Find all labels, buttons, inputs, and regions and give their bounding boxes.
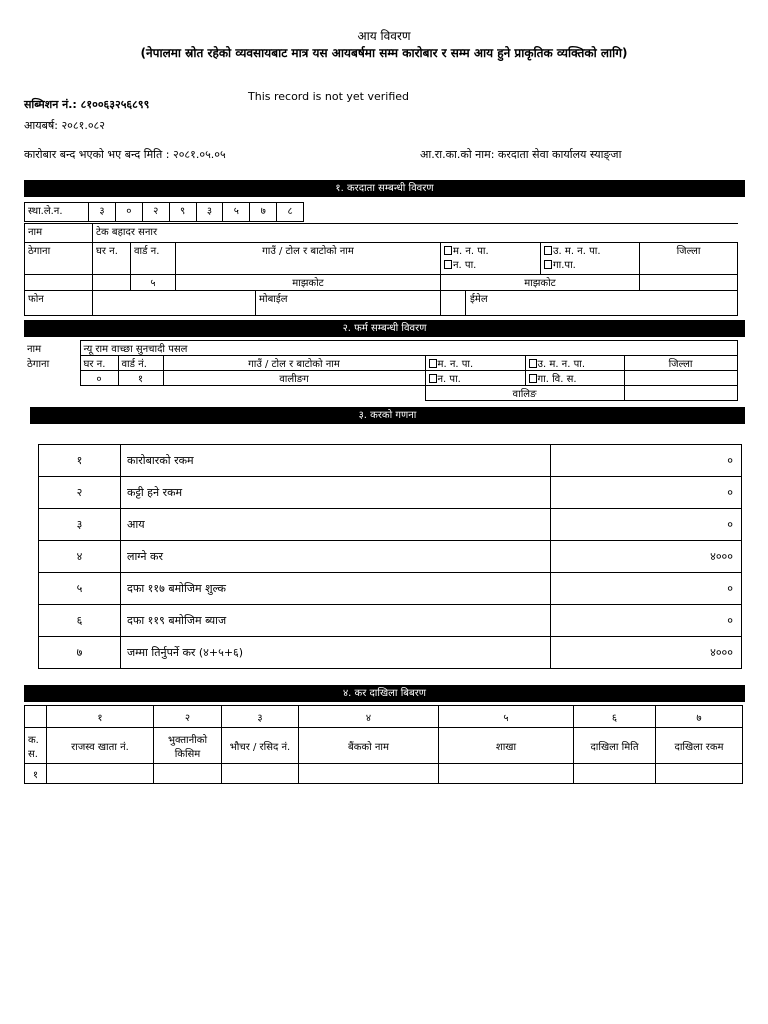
firm-street-label: गाउँ / टोल र बाटोको नाम [163, 356, 425, 371]
voucher-number-header: भौचर / रसिद नं. [222, 728, 299, 764]
checkbox-icon [529, 374, 537, 383]
calc-row [39, 445, 742, 477]
column-number: ६ [574, 706, 656, 728]
page-subtitle: (नेपालमा स्रोत रहेको व्यवसायबाट मात्र यस आयबर्षमा सम्म कारोबार र सम्म आय हुने प्राकृतिक व्यक्तिको लागि) [140, 46, 628, 60]
pan-digit: ८ [277, 203, 304, 222]
checkbox-icon [544, 246, 552, 255]
calc-row-value: ० [551, 573, 742, 605]
verify-note: This record is not yet verified [248, 90, 410, 103]
section-2-header: २. फर्म सम्बन्धी विवरण [24, 320, 745, 337]
pan-label: स्था.ले.न. [25, 203, 89, 222]
calc-row-number: ४ [39, 541, 121, 573]
checkbox-icon [444, 246, 452, 255]
firm-ward-label: वार्ड नं. [118, 356, 163, 371]
calc-row-label: जम्मा तिर्नुपर्ने कर (४+५+६) [121, 637, 551, 669]
pan-digit: ३ [89, 203, 116, 222]
calc-row-number: ७ [39, 637, 121, 669]
firm-name-value: न्यू राम वाच्छा सुनचादी पसल [80, 341, 737, 356]
taxpayer-table [24, 223, 738, 316]
column-number: २ [154, 706, 222, 728]
address-label: ठेगाना [25, 243, 93, 275]
calc-row-value: ० [551, 477, 742, 509]
mobile-label: मोबाईल [256, 291, 441, 316]
calc-row-value: ० [551, 605, 742, 637]
deposit-amount-header: दाखिला रकम [656, 728, 743, 764]
firm-house-value: ० [80, 371, 118, 386]
calc-row-number: २ [39, 477, 121, 509]
calc-row-label: कट्टी हने रकम [121, 477, 551, 509]
firm-house-label: घर न. [80, 356, 118, 371]
column-number: ४ [299, 706, 439, 728]
firm-table [24, 340, 738, 401]
ward-no-label: वार्ड न. [131, 243, 176, 275]
column-number: ७ [656, 706, 743, 728]
calc-row-value: ० [551, 445, 742, 477]
pan-digit: ९ [169, 203, 196, 222]
page-title: आय विवरण [357, 29, 411, 43]
fiscal-year: आयबर्ष: २०८१.०८२ [24, 119, 105, 132]
calc-row-number: ३ [39, 509, 121, 541]
pan-digit: ३ [196, 203, 223, 222]
tax-deposit-table [24, 705, 743, 784]
email-label: ईमेल [470, 294, 488, 305]
checkbox-icon [444, 260, 452, 269]
firm-local-body-value: वालिङ [425, 386, 624, 401]
phone-label: फोन [25, 291, 93, 316]
firm-option-umnp: उ. म. न. पा. [525, 356, 624, 371]
pan-table [24, 202, 304, 222]
deposit-date-header: दाखिला मिति [574, 728, 656, 764]
bank-name-header: बैंकको नाम [299, 728, 439, 764]
submission-number: सब्मिशन नं.: ८१००६३२५६८९९ [24, 98, 150, 111]
calc-row-value: ० [551, 509, 742, 541]
pan-digit: ७ [250, 203, 277, 222]
firm-district-label: जिल्ला [624, 356, 737, 371]
tax-calculation-table [38, 444, 742, 669]
firm-ward-value: १ [118, 371, 163, 386]
pan-digit: २ [142, 203, 169, 222]
firm-name-label: नाम [27, 343, 42, 355]
house-no-label: घर न. [93, 243, 131, 275]
calc-row-label: आय [121, 509, 551, 541]
column-number: ३ [222, 706, 299, 728]
section-4-header: ४. कर दाखिला बिबरण [24, 685, 745, 702]
local-body-value: माझकोट [441, 275, 640, 291]
pan-digit: ५ [223, 203, 250, 222]
firm-address-label: ठेगाना [27, 358, 50, 370]
taxpayer-name-value: टेक बहादर सनार [93, 224, 738, 243]
calc-row-label: लाग्ने कर [121, 541, 551, 573]
calc-row [39, 541, 742, 573]
checkbox-icon [429, 359, 437, 368]
row-number: १ [25, 764, 47, 784]
branch-header: शाखा [439, 728, 574, 764]
calc-row-value: ४००० [551, 637, 742, 669]
calc-row-label: दफा ११९ बमोजिम ब्याज [121, 605, 551, 637]
serial-number-label: क. स. [25, 728, 47, 764]
firm-option-mnp: म. न. पा. [425, 356, 525, 371]
calc-row-value: ४००० [551, 541, 742, 573]
calc-row [39, 509, 742, 541]
column-number: ५ [439, 706, 574, 728]
street-label: गाउँ / टोल र बाटोको नाम [176, 243, 441, 275]
pan-digit: ० [115, 203, 142, 222]
section-3-header: ३. करको गणना [30, 407, 745, 424]
tax-office: आ.रा.का.को नाम: करदाता सेवा कार्यालय स्याङ्जा [420, 148, 622, 161]
local-body-options-1: म. न. पा. न. पा. [441, 243, 541, 275]
taxpayer-name-label: नाम [25, 224, 93, 243]
calc-row [39, 573, 742, 605]
payment-type-header: भुक्तानीको किसिम [154, 728, 222, 764]
calc-row-number: ६ [39, 605, 121, 637]
checkbox-icon [529, 359, 537, 368]
calc-row-number: ५ [39, 573, 121, 605]
firm-option-np: न. पा. [425, 371, 525, 386]
section-1-header: १. करदाता सम्बन्धी विवरण [24, 180, 745, 197]
ward-value: ५ [131, 275, 176, 291]
revenue-account-header: राजस्व खाता नं. [47, 728, 154, 764]
checkbox-icon [429, 374, 437, 383]
calc-row-label: कारोबारको रकम [121, 445, 551, 477]
firm-street-value: वालीङग [163, 371, 425, 386]
firm-option-gavis: गा. वि. स. [525, 371, 624, 386]
calc-row [39, 477, 742, 509]
checkbox-icon [544, 260, 552, 269]
calc-row [39, 605, 742, 637]
street-value: माझकोट [176, 275, 441, 291]
calc-row-number: १ [39, 445, 121, 477]
column-number: १ [47, 706, 154, 728]
closed-date: कारोबार बन्द भएको भए बन्द मिति : २०८१.०५.०५ [24, 148, 226, 161]
local-body-options-2: उ. म. न. पा. गा.पा. [541, 243, 640, 275]
calc-row [39, 637, 742, 669]
calc-row-label: दफा ११७ बमोजिम शुल्क [121, 573, 551, 605]
district-label: जिल्ला [640, 243, 738, 275]
